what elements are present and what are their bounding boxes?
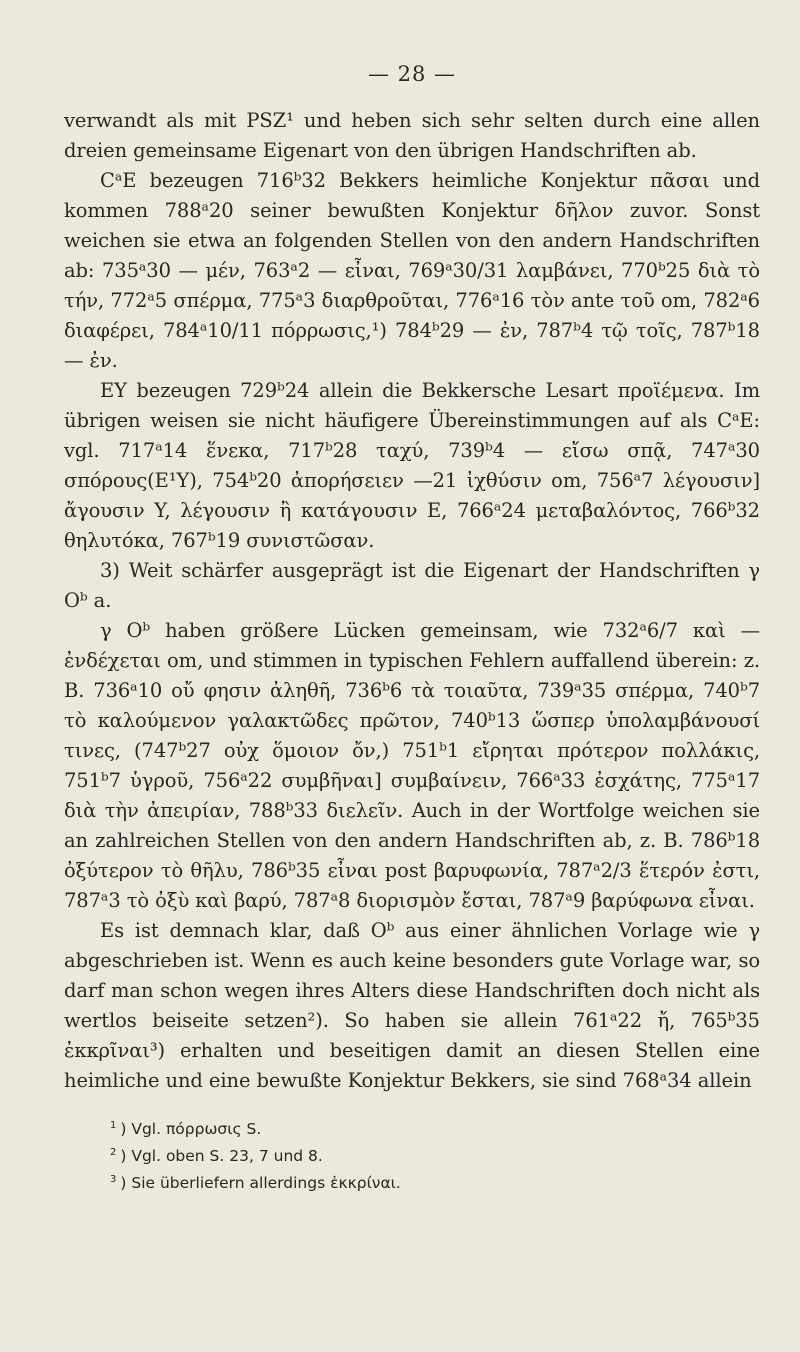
paragraph-1: verwandt als mit PSZ¹ und heben sich sehr selten durch eine allen dreien gemeinsame Eigenart von den übrigen Handschriften ab. xyxy=(64,109,760,162)
paragraph-6: Es ist demnach klar, daß Oᵇ aus einer ähnlichen Vorlage wie γ abgeschrieben ist. Wenn es auch keine besonders gute Vorlage war, so darf man schon wegen ihres Alters diese Handschriften doch nicht als wertlos beiseite setzen²). So haben sie allein 761ᵃ22 ἤ, 765ᵇ35 ἐκκρῖναι³) erhalten und beseitigen damit an diesen Stellen eine heimliche und eine bewußte Konjektur Bekkers, sie sind 768ᵃ34 allein xyxy=(64,919,760,1092)
footnote-1 xyxy=(110,1116,760,1143)
paragraph-4: 3) Weit schärfer ausgeprägt ist die Eigenart der Handschriften γ Oᵇ a. xyxy=(64,559,760,612)
footnote-text: ) Sie überliefern allerdings ἐκκρίναι. xyxy=(120,1174,401,1192)
footnote-mark: 3 xyxy=(110,1174,117,1185)
paragraph-5: γ Oᵇ haben größere Lücken gemeinsam, wie 732ᵃ6/7 καὶ — ἐνδέχεται om, und stimmen in typischen Fehlern auffallend überein: z. B. 736ᵃ10 οὔ φησιν ἀληθῆ, 736ᵇ6 τὰ τοιαῦτα, 739ᵃ35 σπέρμα, 740ᵇ7 τὸ καλούμενον γαλακτῶδες πρῶτον, 740ᵇ13 ὥσπερ ὑπολαμβάνουσί τινες, (747ᵇ27 οὐχ ὅμοιον ὄν,) 751ᵇ1 εἴρηται πρότερον πολλάκις, 751ᵇ7 ὑγροῦ, 756ᵃ22 συμβῆναι] συμβαίνειν, 766ᵃ33 ἐσχάτης, 775ᵃ17 διὰ τὴν ἀπειρίαν, 788ᵇ33 διελεῖν. Auch in der Wortfolge weichen sie an zahlreichen Stellen von den andern Handschriften ab, z. B. 786ᵇ18 ὀξύτερον τὸ θῆλυ, 786ᵇ35 εἶναι post βαρυφωνία, 787ᵃ2/3 ἕτερόν ἐστι, 787ᵃ3 τὸ ὀξὺ καὶ βαρύ, 787ᵃ8 διορισμὸν ἔσται, 787ᵃ9 βαρύφωνα εἶναι. xyxy=(64,619,760,912)
page-number: — 28 — xyxy=(367,62,457,86)
footnote-text: ) Vgl. πόρρωσις S. xyxy=(120,1120,262,1138)
footnote-3 xyxy=(110,1170,760,1197)
paragraph-3: EY bezeugen 729ᵇ24 allein die Bekkersche Lesart προϊέμενα. Im übrigen weisen sie nicht häufigere Übereinstimmungen auf als CᵃE: vgl. 717ᵃ14 ἕνεκα, 717ᵇ28 ταχύ, 739ᵇ4 — εἴσω σπᾷ, 747ᵃ30 σπόρους(E¹Y), 754ᵇ20 ἀπορήσειεν —21 ἰχθύσιν om, 756ᵃ7 λέγουσιν] ἄγουσιν Y, λέγουσιν ἢ κατάγουσιν E, 766ᵃ24 μεταβαλόντος, 766ᵇ32 θηλυτόκα, 767ᵇ19 συνιστῶσαν. xyxy=(64,379,760,552)
paragraph-2: CᵃE bezeugen 716ᵇ32 Bekkers heimliche Konjektur πᾶσαι und kommen 788ᵃ20 seiner bewußten Konjektur δῆλον zuvor. Sonst weichen sie etwa an folgenden Stellen von den andern Handschriften ab: 735ᵃ30 — μέν, 763ᵃ2 — εἶναι, 769ᵃ30/31 λαμβάνει, 770ᵇ25 διὰ τὸ τήν, 772ᵃ5 σπέρμα, 775ᵃ3 διαρθροῦται, 776ᵃ16 τὸν ante τοῦ om, 782ᵃ6 διαφέρει, 784ᵃ10/11 πόρρωσις,¹) 784ᵇ29 — ἐν, 787ᵇ4 τῷ τοῖς, 787ᵇ18 — ἐν. xyxy=(64,169,760,372)
footnotes xyxy=(64,1116,760,1197)
footnote-mark: 2 xyxy=(110,1147,117,1158)
footnote-2 xyxy=(110,1143,760,1170)
footnote-text: ) Vgl. oben S. 23, 7 und 8. xyxy=(120,1147,323,1165)
footnote-mark: 1 xyxy=(110,1120,117,1131)
